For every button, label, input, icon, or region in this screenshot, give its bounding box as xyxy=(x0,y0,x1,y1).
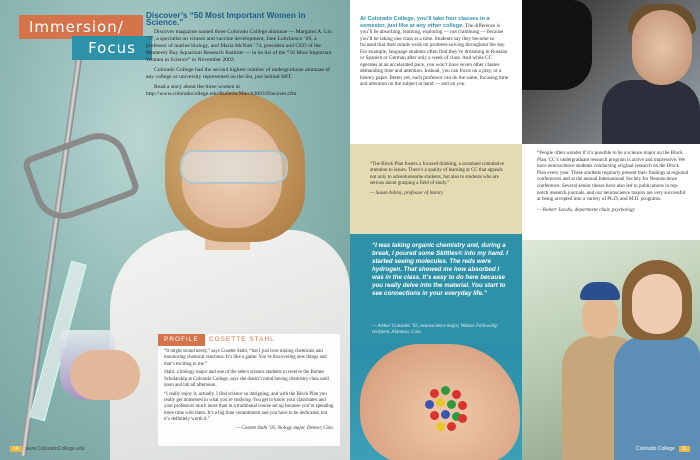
profile-name: COSETTE STAHL xyxy=(208,336,275,343)
folio-left xyxy=(10,446,85,452)
jacobs-quote xyxy=(537,150,689,213)
section-tag-immersion: Immersion/ xyxy=(19,15,143,39)
student-girl-body xyxy=(614,336,700,460)
block-plan-body: The difference is you’ll be absorbing, learning, exploring — not cramming — because you’ll be taking one class at a time. Students say they become so focused that their minds work on problem-solving throughout the day. For example, language students often find they’re dreaming in Russian or Spanish or German after only a week of class. And while CC operates at an accelerated pace, you won’t have seven other classes demanding time and attention. Instead, you can focus on a play, or a history paper. Better yet, each professor can do the same, focusing time and attention on the subject at hand — and on you. xyxy=(360,22,509,87)
gonzales-quote-attribution: — Arthur Gonzales ’02, neuroscience major, Watson Fellowship recipient, Alamosa, Colo. xyxy=(372,324,498,335)
candy xyxy=(452,390,461,399)
candy xyxy=(425,400,434,409)
profile-body xyxy=(164,349,334,435)
article-paragraph-2: Colorado College had the second highest number of undergraduate alumnae of any college or university represented on the list, just behind MIT. xyxy=(146,67,331,80)
ashley-quote-attribution: — Susan Ashley, professor of history xyxy=(370,190,444,196)
student-boy-face xyxy=(582,296,618,338)
students-photo xyxy=(522,240,700,460)
page-number-left: 10 xyxy=(10,446,22,452)
article-paragraph-3: Read a story about the three women at http://www.coloradocollege.edu/Bulletin/March2003/Discover.cfm xyxy=(146,84,297,97)
candy xyxy=(441,410,450,419)
student-hand xyxy=(70,350,140,400)
profile-paragraph-2: Stahl, a biology major and one of the select science students to receive the Barnes Scholarship at Colorado College, says she doesn’t mind having chemistry class until noon and lab all afternoon. xyxy=(164,370,330,388)
ashley-quote-text: “The Block Plan fosters a focused thinking, a sustained cumulative attention to issues. There’s a quality of learning at CC that appeals not only to adventuresome students, but also to students who are serious about grasping a field of study.” xyxy=(370,162,505,187)
block-plan-text xyxy=(360,16,510,88)
profile-paragraph-3: “I really enjoy it, actually. I find science so intriguing, and with the Block Plan you really get immersed in what you’re studying. You get to know your classmates and your professors much more than in a traditional course set up because you’re spending more time with them. It’s a big time commitment and you have to be dedicated, but it’s definitely worth it.” xyxy=(164,391,334,422)
candy-hand-photo xyxy=(350,344,522,460)
professor-photo xyxy=(522,0,700,144)
jacobs-quote-attribution: — Robert Jacobs, department chair, psychology xyxy=(537,206,635,213)
block-plan-lead: At Colorado College, you’ll take four classes in a semester, just like at any other college. xyxy=(360,16,490,29)
candy xyxy=(430,411,439,420)
folio-college-name: Colorado College xyxy=(636,446,675,452)
candy xyxy=(458,401,467,410)
candy xyxy=(447,400,456,409)
profile-paragraph-1: “It might sound nerdy,” says Cosette Stahl, “but I just love mixing chemicals and monitoring chemical reactions. It’s like a game: You’re discovering new things and that’s exciting to me.” xyxy=(164,349,327,367)
student-boy-cap xyxy=(580,282,620,300)
ashley-quote xyxy=(370,162,510,197)
candy xyxy=(447,422,456,431)
candy xyxy=(441,386,450,395)
jacobs-quote-text: “People often wonder if it’s possible to be a science major on the Block Plan. CC’s undergraduate research program is active and impressive. We have neuroscience students conducting original research on the Block Plan every year. These students regularly present their findings at regional conferences and at the annual International Society for Neuroscience conference. Several senior theses have also led to publications in top-notch research journals, and our neuroscience majors are very successful at being accepted into a variety of Ph.D. and M.D. programs. xyxy=(537,150,689,203)
folio-url: www.ColoradoCollege.edu xyxy=(25,446,85,452)
microscope-camera xyxy=(522,0,592,90)
section-tag-focus: Focus xyxy=(72,36,152,60)
gonzales-quote-text: “I was taking organic chemistry and, during a break, I poured some Skittles® into my hand. I started seeing molecules. The reds were hydrogen. That showed me how absorbed I was in the class. It’s easy to do here because you really delve into the material. You start to see connections in your everyday life.” xyxy=(372,242,508,297)
student-girl-face xyxy=(632,274,682,334)
safety-goggles xyxy=(180,150,288,184)
lab-clamp xyxy=(21,125,141,228)
candy xyxy=(436,422,445,431)
candy xyxy=(430,389,439,398)
page-number-right: 11 xyxy=(679,446,690,452)
profile-attribution: — Cosette Stahl ’05, biology major, Denver, Colo. xyxy=(235,425,334,431)
candy xyxy=(458,414,467,423)
folio-right xyxy=(636,446,690,452)
profile-box xyxy=(158,334,340,446)
article-paragraph-1: Discover magazine named three Colorado College alumnae — Margaret A. Liu ’77, a specialist on viruses and vaccine development, Jane Lubchenco ’69, a professor of marine biology, and Maria McNutt ’74, president and CEO of the Monterey Bay Aquarium Research Institute — in its list of the “50 Most Important Women in Science” in November 2002. xyxy=(146,29,332,63)
article-headline: Discover’s “50 Most Important Women in Science.” xyxy=(146,11,306,27)
profile-label: PROFILE xyxy=(158,334,205,346)
profile-header xyxy=(158,334,340,346)
candy xyxy=(436,398,445,407)
discover-article xyxy=(146,12,332,101)
professor-shirt xyxy=(602,80,700,144)
professor-face xyxy=(632,10,692,85)
